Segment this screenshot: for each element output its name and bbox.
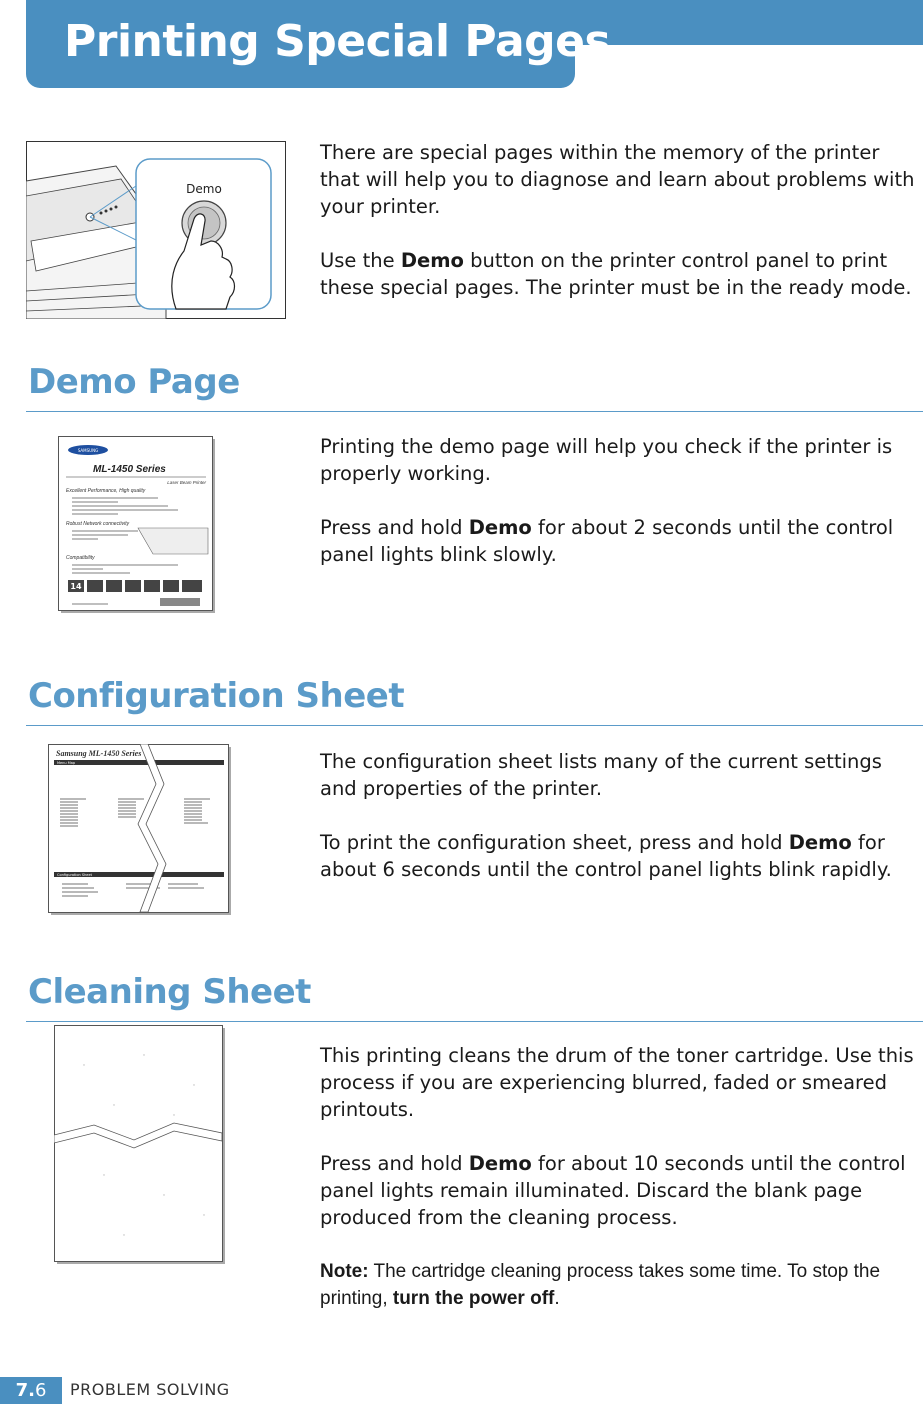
demo-button-label: Demo [186,182,222,196]
config-sheet-title: Samsung ML-1450 Series [56,749,142,758]
page-number [0,1377,62,1404]
config-p2-post: for about 6 seconds until the control panel lights blink rapidly. [320,831,892,881]
config-paragraph-2 [320,829,915,883]
config-p2-pre: To print the configuration sheet, press and hold [320,831,789,854]
page-number-value: 6 [34,1380,47,1401]
cleaning-p2-post: for about 10 seconds until the control panel lights remain illuminated. Discard the blank page produced from the cleaning process. [320,1152,906,1229]
intro-text [320,139,915,328]
intro-p2-pre: Use the [320,249,401,272]
configuration-sheet-thumbnail [48,744,232,916]
section-heading-cleaning: Cleaning Sheet [28,972,311,1012]
config-paragraph-1: The configuration sheet lists many of the current settings and properties of the printer. [320,750,882,800]
demo-sheet-model: ML-1450 Series [93,464,166,475]
demo-paragraph-1: Printing the demo page will help you check if the printer is properly working. [320,435,893,485]
config-p2-bold: Demo [788,831,852,854]
demo-sheet-heading-3: Compatibility [66,555,95,561]
demo-paragraph-2 [320,514,915,568]
footer-section-label: PROBLEM SOLVING [70,1380,230,1399]
cleaning-note [320,1258,915,1312]
cleaning-paragraph-1: This printing cleans the drum of the toner cartridge. Use this process if you are experiencing blurred, faded or smeared printouts. [320,1044,914,1121]
cleaning-paragraph-2 [320,1150,915,1231]
chapter-number: 7. [15,1380,35,1401]
intro-p2-bold: Demo [400,249,464,272]
cleaning-p2-pre: Press and hold [320,1152,469,1175]
intro-paragraph-1: There are special pages within the memory of the printer that will help you to diagnose and learn about problems with your printer. [320,141,915,218]
config-text [320,748,915,910]
note-text: The cartridge cleaning process takes some time. To stop the printing, [320,1261,881,1309]
demo-text [320,433,915,595]
section-heading-config: Configuration Sheet [28,676,405,716]
note-label: Note: [320,1261,369,1282]
demo-p2-post: for about 2 seconds until the control panel lights blink slowly. [320,516,894,566]
printer-demo-button-illustration [26,141,286,319]
section-heading-demo: Demo Page [28,362,240,402]
page-title: Printing Special Pages [64,16,611,67]
section-rule-demo [26,411,923,412]
config-sheet-bar-1: Menu Map [57,761,76,765]
demo-p2-bold: Demo [468,516,532,539]
demo-sheet-brand: SAMSUNG [77,448,99,453]
demo-sheet-heading-1: Excellent Performance, High quality [66,488,146,494]
demo-sheet-badge: 14 [70,582,82,591]
note-bold: turn the power off [392,1288,555,1309]
demo-sheet-subtitle: Laser Beam Printer [167,480,206,485]
demo-sheet-heading-2: Robust Network connectivity [66,521,130,527]
cleaning-text [320,1042,915,1339]
section-rule-config [26,725,923,726]
demo-p2-pre: Press and hold [320,516,469,539]
config-sheet-bar-2: Configuration Sheet [57,873,92,877]
cleaning-sheet-thumbnail [54,1025,226,1265]
intro-paragraph-2 [320,247,915,301]
note-end: . [554,1288,560,1309]
section-rule-cleaning [26,1021,923,1022]
demo-page-thumbnail [58,436,216,614]
cleaning-p2-bold: Demo [468,1152,532,1175]
intro-p2-post: button on the printer control panel to print these special pages. The printer must be in the ready mode. [320,249,912,299]
